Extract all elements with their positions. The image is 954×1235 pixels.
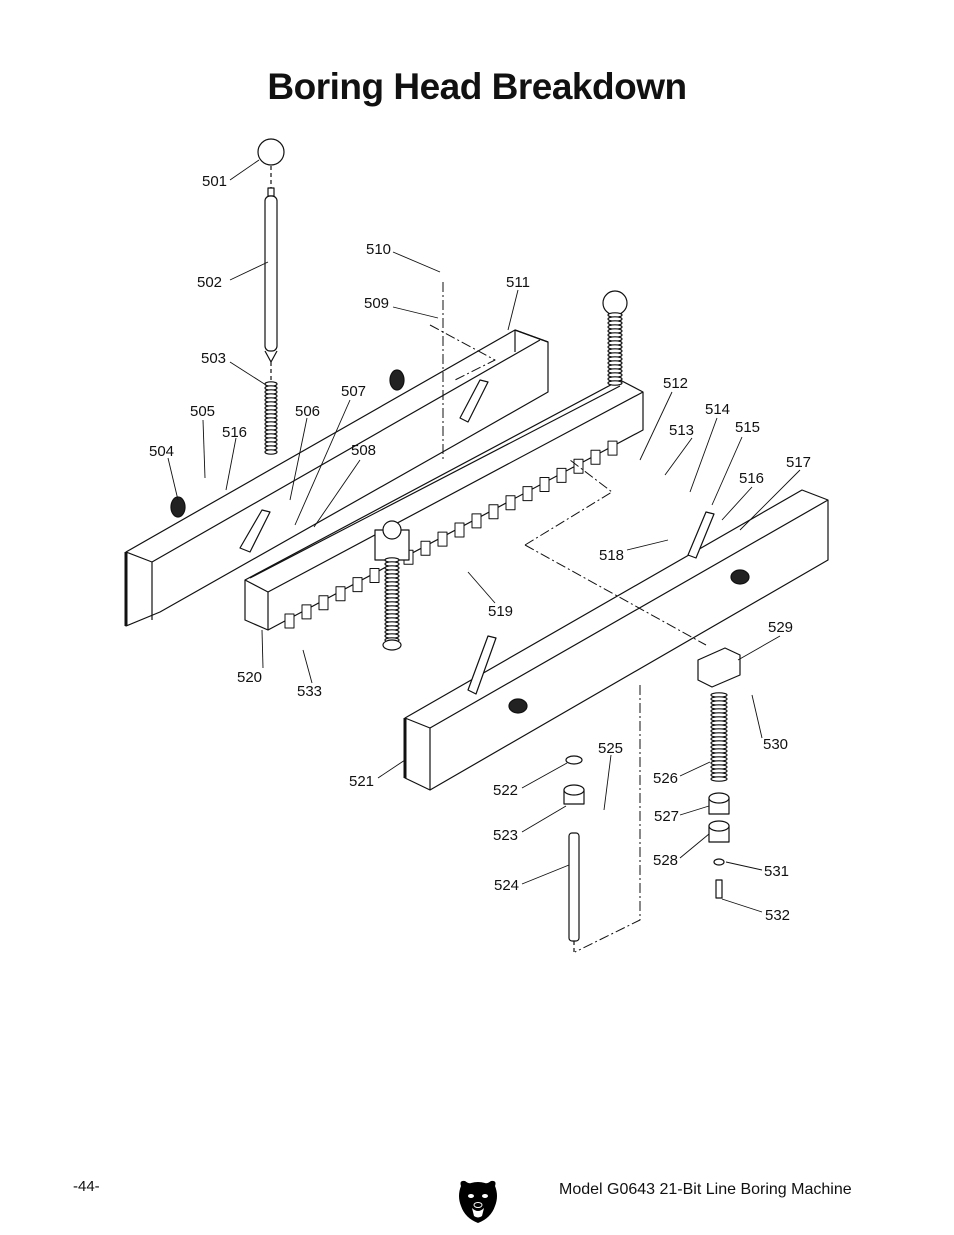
callout-516-right: 516 — [739, 470, 765, 487]
page-number: -44- — [73, 1178, 100, 1195]
callout-508: 508 — [351, 442, 377, 459]
callout-511: 511 — [506, 274, 530, 291]
callout-504: 504 — [149, 443, 175, 460]
callout-531: 531 — [764, 863, 790, 880]
page-title: Boring Head Breakdown — [267, 66, 687, 107]
callout-503: 503 — [201, 350, 227, 367]
callout-512: 512 — [663, 375, 689, 392]
callout-528: 528 — [653, 852, 679, 869]
callout-505: 505 — [190, 403, 216, 420]
callout-527: 527 — [654, 808, 680, 825]
callout-514: 514 — [705, 401, 731, 418]
callout-517: 517 — [786, 454, 812, 471]
handle-assembly — [258, 139, 284, 454]
callout-522: 522 — [493, 782, 519, 799]
shaft-assembly — [564, 756, 584, 952]
callout-533: 533 — [297, 683, 323, 700]
callout-502: 502 — [197, 274, 223, 291]
footer-model-text: Model G0643 21-Bit Line Boring Machine — [559, 1181, 852, 1198]
callout-506: 506 — [295, 403, 321, 420]
callout-518: 518 — [599, 547, 625, 564]
callout-515: 515 — [735, 419, 761, 436]
center-spring-clamp — [375, 521, 409, 650]
callout-510: 510 — [366, 241, 392, 258]
callout-519: 519 — [488, 603, 514, 620]
right-knob-post — [603, 291, 627, 385]
callout-532: 532 — [765, 907, 791, 924]
callout-520: 520 — [237, 669, 263, 686]
bear-head-logo — [457, 1178, 499, 1224]
callout-521: 521 — [349, 773, 375, 790]
callout-523: 523 — [493, 827, 519, 844]
callout-525: 525 — [598, 740, 624, 757]
callout-524: 524 — [494, 877, 520, 894]
callout-513: 513 — [669, 422, 695, 439]
lock-assembly — [698, 648, 740, 898]
callout-501: 501 — [202, 173, 228, 190]
callout-507: 507 — [341, 383, 367, 400]
callout-516-left: 516 — [222, 424, 248, 441]
callout-530: 530 — [763, 736, 789, 753]
callout-526: 526 — [653, 770, 679, 787]
callout-529: 529 — [768, 619, 794, 636]
callout-509: 509 — [364, 295, 390, 312]
